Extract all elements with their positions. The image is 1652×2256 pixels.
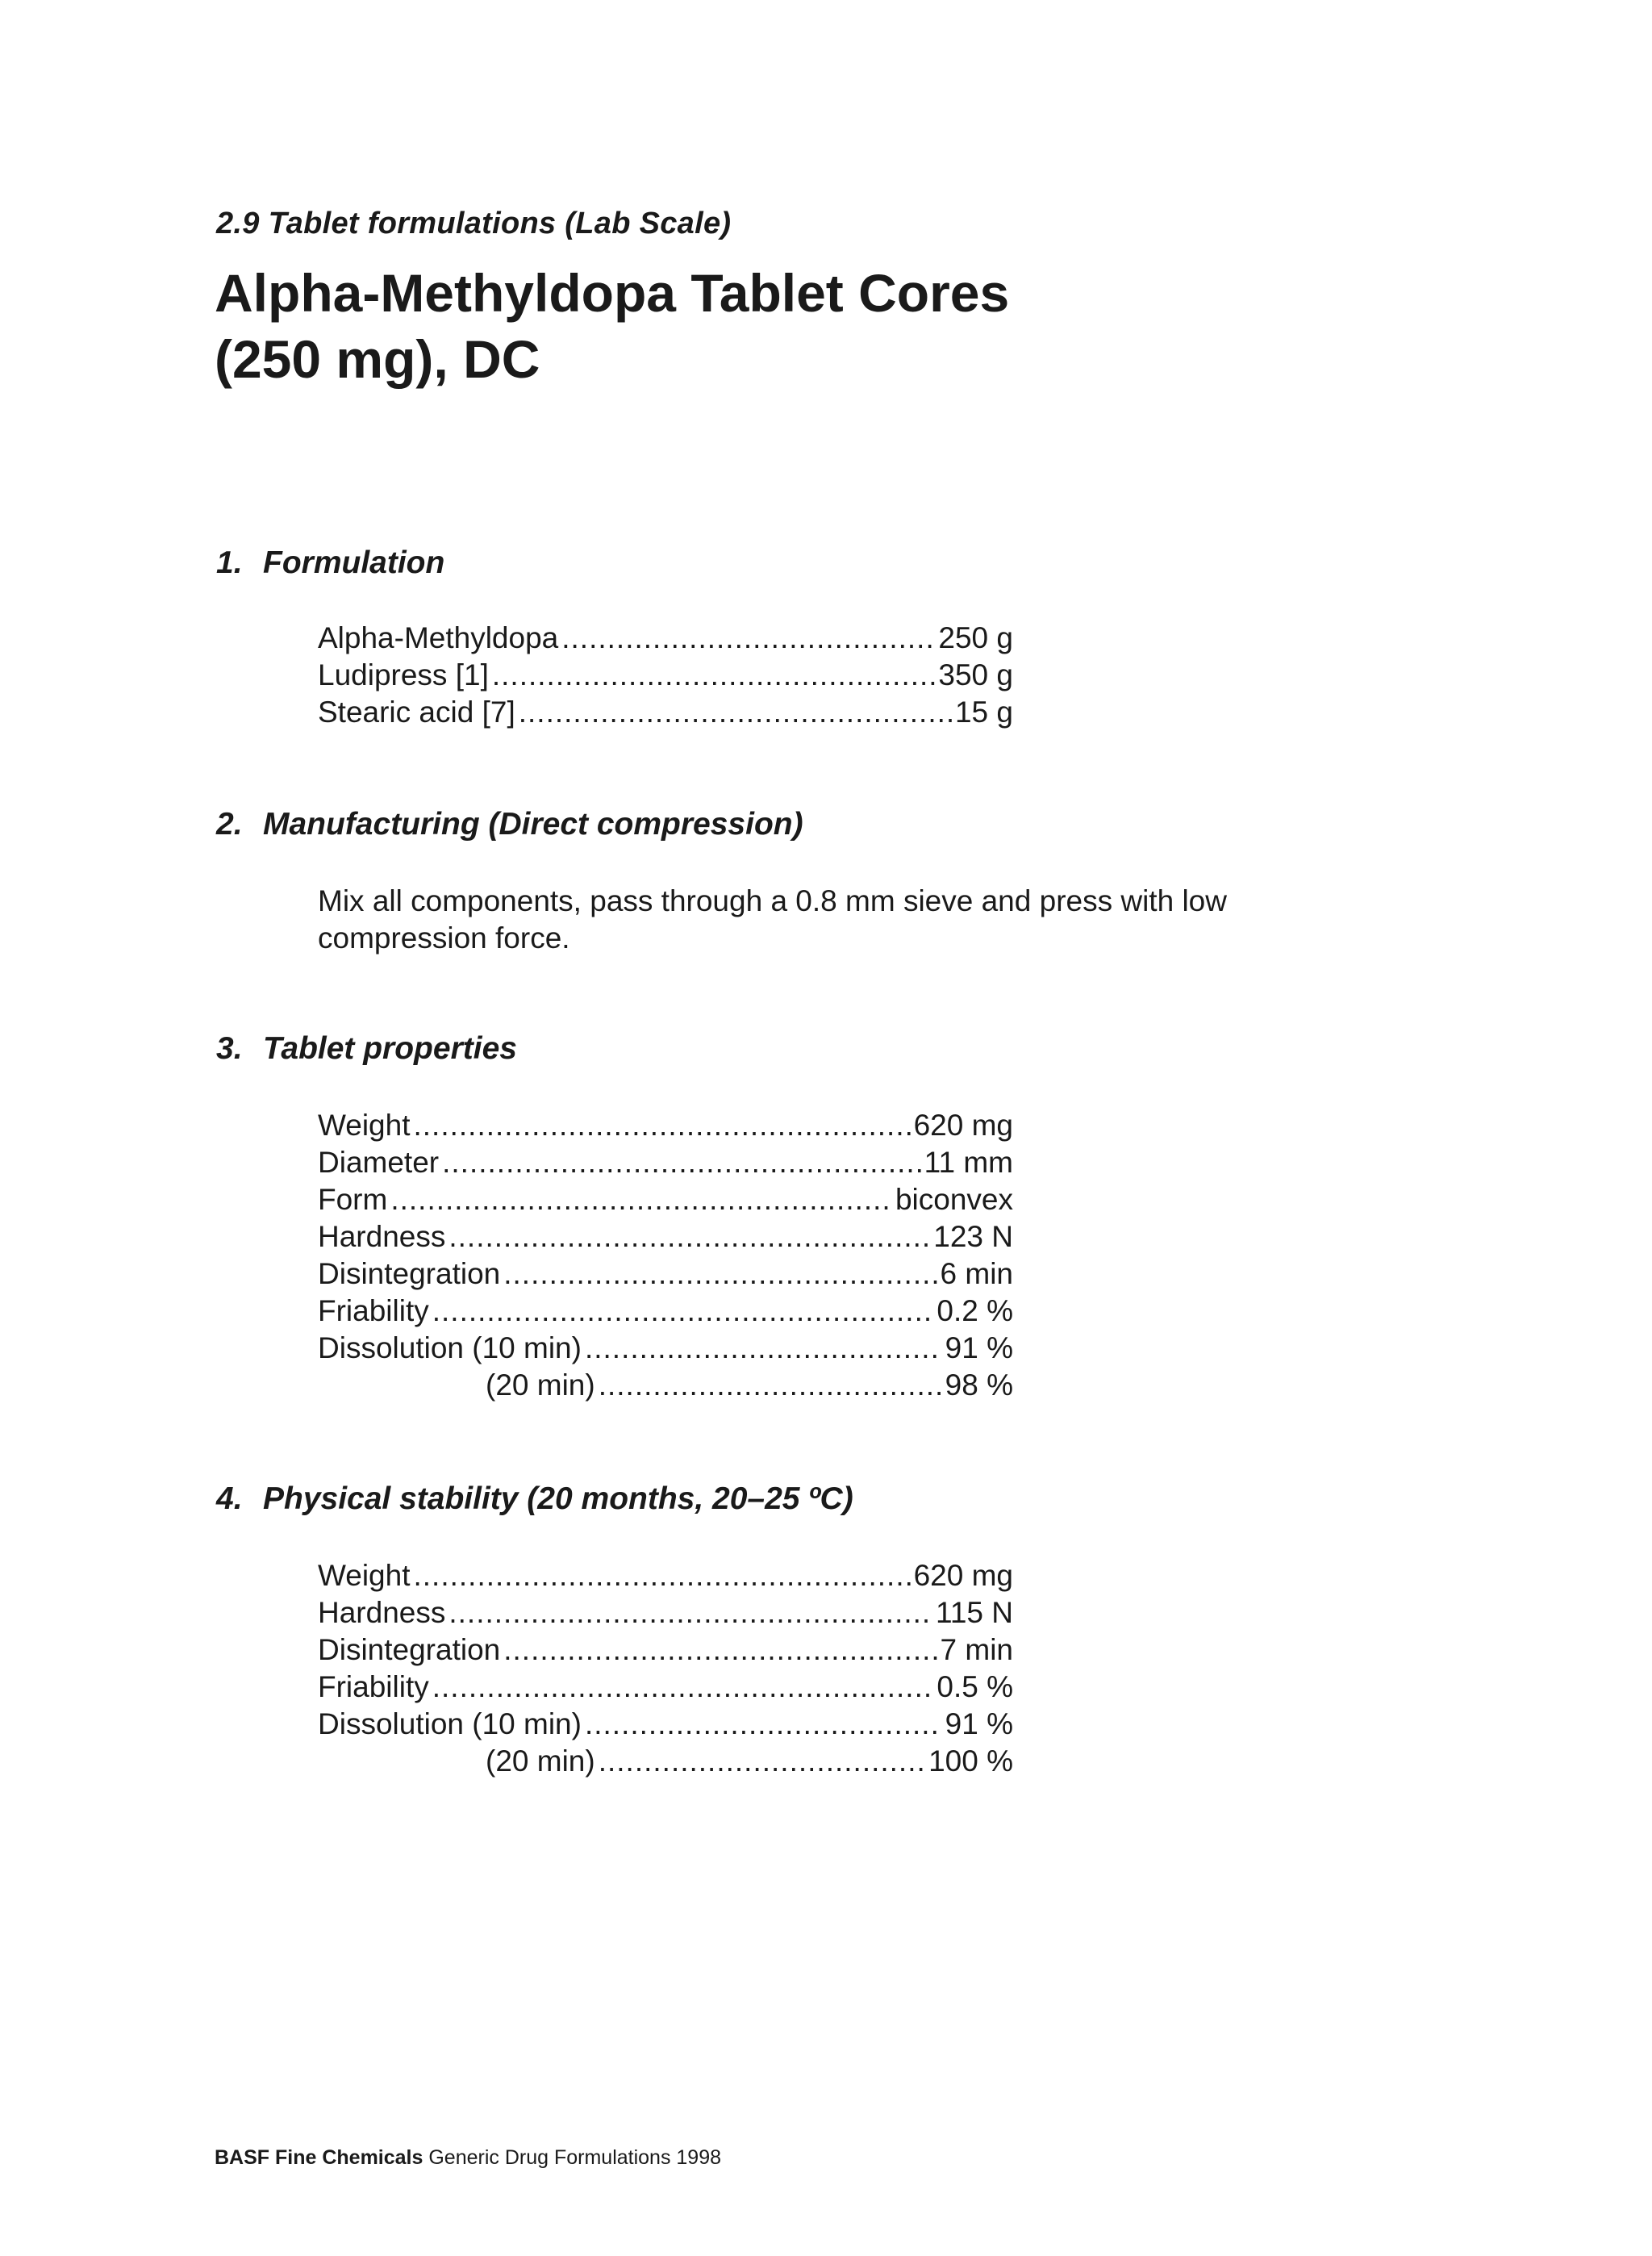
section-number: 3. — [216, 1031, 243, 1066]
page-title — [215, 260, 1009, 392]
item-value: 620 mg — [913, 1109, 1013, 1142]
section-subtitle: 2.9 Tablet formulations (Lab Scale) — [216, 207, 732, 240]
list-item — [318, 1330, 1013, 1367]
list-item — [318, 1218, 1013, 1255]
item-value: 250 g — [938, 621, 1013, 654]
dot-leader — [585, 1330, 942, 1367]
item-value: 0.2 % — [937, 1294, 1013, 1327]
item-value: 0.5 % — [937, 1670, 1013, 1703]
list-item — [318, 1181, 1013, 1218]
dot-leader — [414, 1557, 911, 1594]
item-value: 100 % — [928, 1744, 1013, 1778]
item-value: 620 mg — [913, 1559, 1013, 1592]
dot-leader — [599, 1367, 942, 1404]
list-item — [318, 1144, 1013, 1181]
list-item — [318, 1293, 1013, 1330]
item-label: Form — [318, 1183, 388, 1216]
section-title: Manufacturing (Direct compression) — [263, 807, 803, 842]
dot-leader — [585, 1706, 942, 1743]
section-heading-physical-stability — [216, 1481, 853, 1517]
tablet-properties-list — [318, 1107, 1013, 1404]
section-heading-manufacturing — [216, 807, 803, 842]
dot-leader — [519, 694, 952, 731]
item-label: Dissolution (10 min) — [318, 1331, 582, 1364]
item-label: Friability — [318, 1294, 429, 1327]
section-number: 1. — [216, 545, 243, 580]
item-label: Diameter — [318, 1146, 440, 1179]
dot-leader — [561, 620, 935, 657]
item-value: 15 g — [954, 696, 1013, 729]
item-value: 6 min — [940, 1257, 1013, 1290]
list-item — [318, 1706, 1013, 1743]
list-item — [318, 1669, 1013, 1706]
item-value: 91 % — [945, 1331, 1013, 1364]
list-item — [318, 1107, 1013, 1144]
manufacturing-text: Mix all components, pass through a 0.8 mm sieve and press with low compression force. — [318, 884, 1227, 955]
title-line-1: Alpha-Methyldopa Tablet Cores — [215, 263, 1010, 323]
item-label: Friability — [318, 1670, 429, 1703]
item-value: biconvex — [895, 1183, 1013, 1216]
item-label: Hardness — [318, 1596, 446, 1629]
item-value: 350 g — [938, 658, 1013, 691]
dot-leader — [432, 1293, 934, 1330]
physical-stability-list — [318, 1557, 1013, 1780]
section-number: 4. — [216, 1481, 243, 1516]
footer-text: Generic Drug Formulations 1998 — [423, 2146, 722, 2169]
dot-leader — [414, 1107, 911, 1144]
title-line-2: (250 mg), DC — [215, 329, 540, 389]
page-footer — [215, 2146, 721, 2170]
list-item — [318, 694, 1013, 731]
item-label: Dissolution (10 min) — [318, 1707, 582, 1740]
section-number: 2. — [216, 807, 243, 842]
formulation-list — [318, 620, 1013, 731]
dot-leader — [503, 1631, 937, 1669]
dot-leader — [448, 1218, 930, 1255]
item-value: 98 % — [945, 1368, 1013, 1402]
item-label: Hardness — [318, 1220, 446, 1253]
list-item — [318, 1594, 1013, 1631]
item-label: Alpha-Methyldopa — [318, 621, 559, 654]
section-heading-formulation — [216, 545, 444, 581]
dot-leader — [503, 1255, 937, 1293]
section-title: Tablet properties — [263, 1031, 517, 1066]
item-value: 115 N — [936, 1596, 1013, 1629]
item-value: 11 mm — [924, 1146, 1013, 1179]
list-item — [318, 1367, 1013, 1404]
list-item — [318, 1255, 1013, 1293]
dot-leader — [599, 1743, 925, 1780]
item-value: 91 % — [945, 1707, 1013, 1740]
item-label: Weight — [318, 1559, 411, 1592]
item-value: 123 N — [933, 1220, 1013, 1253]
footer-brand: BASF Fine Chemicals — [215, 2146, 423, 2169]
dot-leader — [432, 1669, 934, 1706]
item-label: Stearic acid [7] — [318, 696, 515, 729]
item-label: Ludipress [1] — [318, 658, 489, 691]
dot-leader — [448, 1594, 932, 1631]
dot-leader — [390, 1181, 892, 1218]
list-item — [318, 1631, 1013, 1669]
item-value: 7 min — [940, 1633, 1013, 1666]
list-item — [318, 657, 1013, 694]
dot-leader — [492, 657, 936, 694]
item-label: Disintegration — [318, 1257, 501, 1290]
item-label: Weight — [318, 1109, 411, 1142]
list-item — [318, 1557, 1013, 1594]
section-title: Physical stability (20 months, 20–25 ºC) — [263, 1481, 853, 1516]
item-label: Disintegration — [318, 1633, 501, 1666]
section-heading-tablet-properties — [216, 1031, 517, 1067]
dot-leader — [442, 1144, 921, 1181]
item-label: (20 min) — [486, 1744, 595, 1778]
list-item — [318, 620, 1013, 657]
list-item — [318, 1743, 1013, 1780]
item-label: (20 min) — [486, 1368, 595, 1402]
section-title: Formulation — [263, 545, 445, 580]
